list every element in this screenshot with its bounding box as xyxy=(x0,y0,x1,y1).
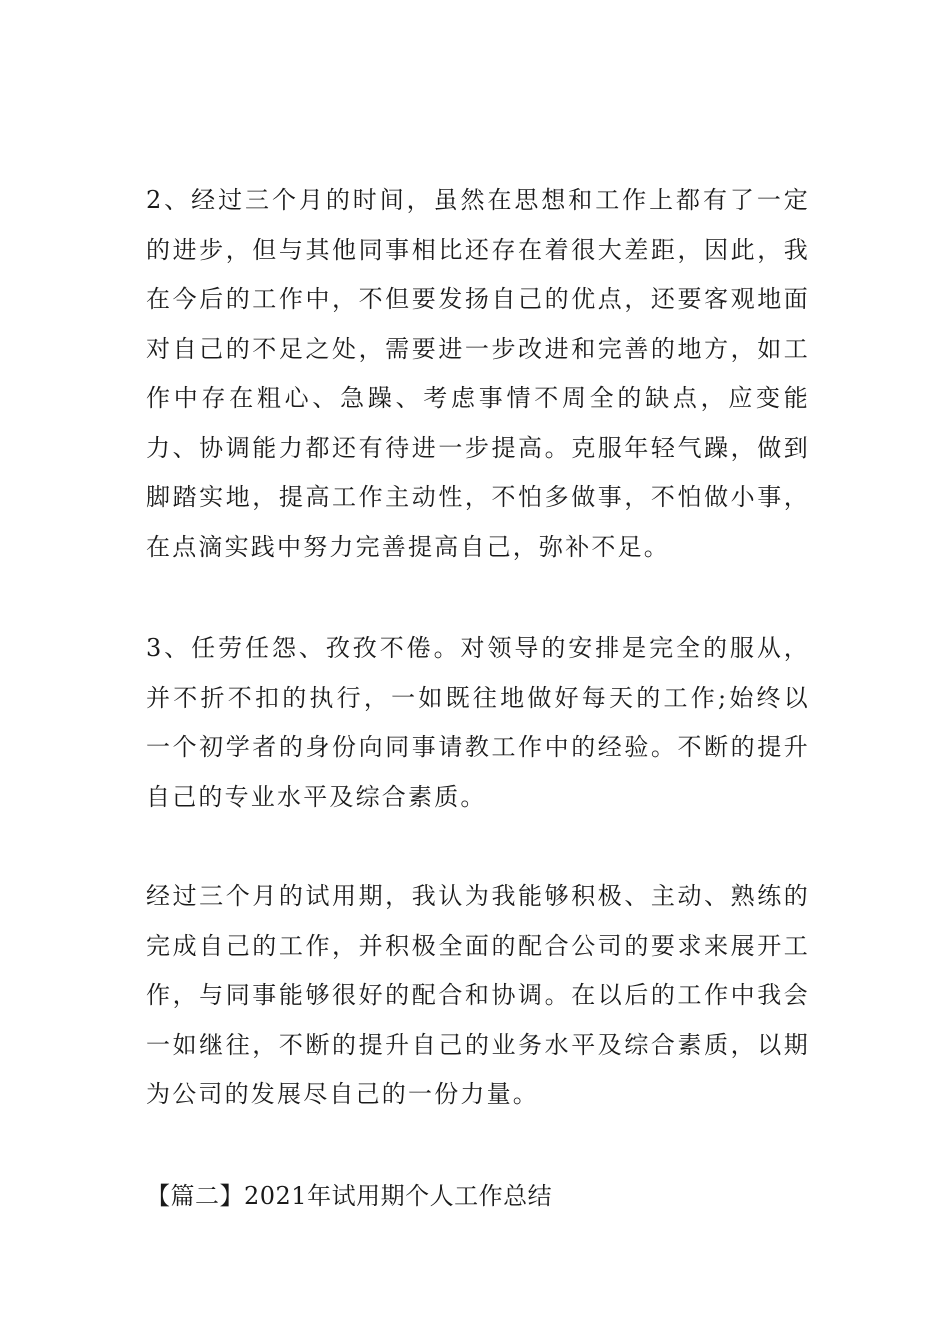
paragraph-2-progress: 2、经过三个月的时间，虽然在思想和工作上都有了一定的进步，但与其他同事相比还存在着很大差距，因此，我在今后的工作中，不但要发扬自己的优点，还要客观地面对自己的不足之处，需要进一步改进和完善的地方，如工作中存在粗心、急躁、考虑事情不周全的缺点，应变能力、协调能力都还有待进一步提高。克服年轻气躁，做到脚踏实地，提高工作主动性，不怕多做事，不怕做小事，在点滴实践中努力完善提高自己，弥补不足。 xyxy=(146,186,810,561)
paragraph-3-diligence: 3、任劳任怨、孜孜不倦。对领导的安排是完全的服从，并不折不扣的执行，一如既往地做好每天的工作;始终以一个初学者的身份向同事请教工作中的经验。不断的提升自己的专业水平及综合素质。 xyxy=(146,634,810,811)
paragraph-conclusion: 经过三个月的试用期，我认为我能够积极、主动、熟练的完成自己的工作，并积极全面的配合公司的要求来展开工作，与同事能够很好的配合和协调。在以后的工作中我会一如继往，不断的提升自己的业务水平及综合素质，以期为公司的发展尽自己的一份力量。 xyxy=(146,882,810,1108)
section-heading: 【篇二】2021年试用期个人工作总结 xyxy=(146,1182,553,1210)
